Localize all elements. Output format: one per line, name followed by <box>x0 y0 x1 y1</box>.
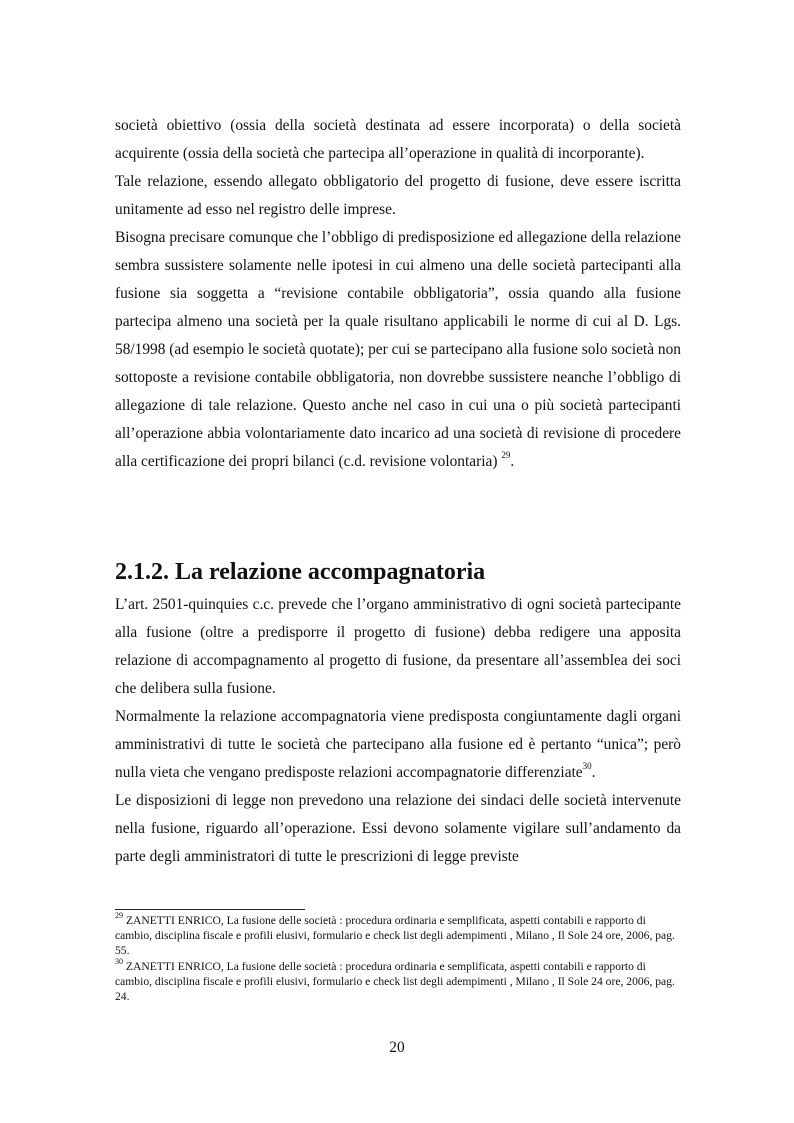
page-number: 20 <box>389 1039 405 1056</box>
footnote-ref-29[interactable]: 29 <box>501 449 511 460</box>
paragraph-5: Normalmente la relazione accompagnatoria viene predisposta congiuntamente dagli organi amministrativi di tutte le società che partecipano alla fusione ed è pertanto “unica”; però nulla vieta che vengano predisposte relazioni accompagnatorie differenziate$^{30}$. <box>115 708 681 781</box>
body-text-top <box>115 112 681 476</box>
paragraph-4: L’art. 2501-quinquies c.c. prevede che l’organo amministrativo di ogni società partecipante alla fusione (oltre a predisporre il progetto di fusione) debba redigere una apposita relazione di accompagnamento al progetto di fusione, da presentare all’assemblea dei soci che delibera sulla fusione. <box>115 596 681 697</box>
footnote-separator <box>115 909 305 910</box>
paragraph-1: società obiettivo (ossia della società destinata ad essere incorporata) o della società acquirente (ossia della società che partecipa all’operazione in qualità di incorporante). <box>115 117 681 162</box>
paragraph-2: Tale relazione, essendo allegato obbligatorio del progetto di fusione, deve essere iscritta unitamente ad esso nel registro delle imprese. <box>115 173 681 218</box>
paragraph-3: Bisogna precisare comunque che l’obbligo di predisposizione ed allegazione della relazione sembra sussistere solamente nelle ipotesi in cui almeno una delle società partecipanti alla fusione sia soggetta a “revisione contabile obbligatoria”, ossia quando alla fusione partecipa almeno una società per la quale risultano applicabili le norme di cui al D. Lgs. 58/1998 (ad esempio le società quotate); per cui se partecipano alla fusione solo società non sottoposte a revisione contabile obbligatoria, non dovrebbe sussistere neanche l’obbligo di allegazione di tale relazione. Questo anche nel caso in cui una o più società partecipanti all’operazione abbia volontariamente dato incarico ad una società di revisione di procedere alla certificazione dei propri bilanci (c.d. revisione volontaria) $^{29}$. <box>115 229 681 470</box>
footnote-29: $^{29}$ ZANETTI ENRICO, La fusione delle società : procedura ordinaria e semplificata, aspetti contabili e rapporto di cambio, disciplina fiscale e profili elusivi, formulario e check list degli adempimenti , Milano , Il Sole 24 ore, 2006, pag. 55. <box>115 911 675 958</box>
footnote-ref-30[interactable]: 30 <box>582 760 592 771</box>
section-heading: 2.1.2. La relazione accompagnatoria <box>115 559 486 585</box>
body-text-section <box>115 591 681 871</box>
paragraph-6: Le disposizioni di legge non prevedono una relazione dei sindaci delle società intervenute nella fusione, riguardo all’operazione. Essi devono solamente vigilare sull’andamento da parte degli amministratori di tutte le prescrizioni di legge previste <box>115 792 681 865</box>
footnote-30: $^{30}$ ZANETTI ENRICO, La fusione delle società : procedura ordinaria e semplificata, aspetti contabili e rapporto di cambio, disciplina fiscale e profili elusivi, formulario e check list degli adempimenti , Milano , Il Sole 24 ore, 2006, pag. 24. <box>115 956 675 1004</box>
footnotes <box>115 913 681 1004</box>
